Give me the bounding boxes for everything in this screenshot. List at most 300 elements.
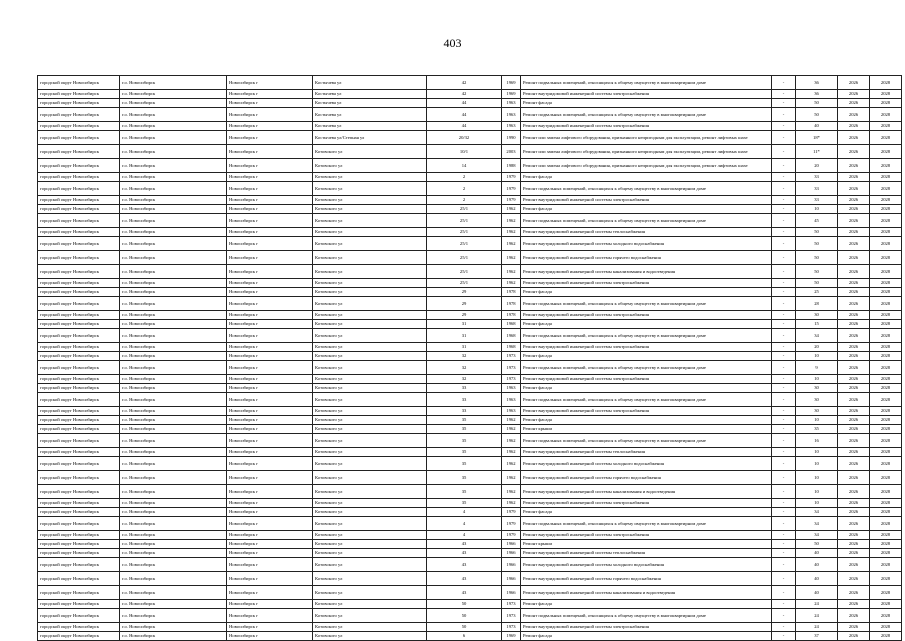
settlement-cell: г.о. Новосибирск <box>120 623 227 632</box>
work-type-cell: Ремонт подвальных помещений, относящихся к общему имуществу в многоквартирном доме <box>521 214 772 228</box>
start-year-cell: 2026 <box>838 99 870 108</box>
dash-cell: - <box>772 288 796 297</box>
start-year-cell: 2026 <box>838 196 870 205</box>
table-row <box>38 76 902 90</box>
house-number-cell: 25/1 <box>427 265 502 279</box>
year-built-cell: 1990 <box>502 131 521 145</box>
value-cell: 18* <box>796 131 838 145</box>
end-year-cell: 2028 <box>870 407 902 416</box>
municipality-cell: городской округ Новосибирск <box>38 352 120 361</box>
dash-cell: - <box>772 517 796 531</box>
city-cell: Новосибирск г <box>227 384 313 393</box>
settlement-cell: г.о. Новосибирск <box>120 572 227 586</box>
settlement-cell: г.о. Новосибирск <box>120 108 227 122</box>
municipality-cell: городской округ Новосибирск <box>38 90 120 99</box>
start-year-cell: 2026 <box>838 416 870 425</box>
settlement-cell: г.о. Новосибирск <box>120 251 227 265</box>
city-cell: Новосибирск г <box>227 288 313 297</box>
end-year-cell: 2028 <box>870 558 902 572</box>
municipality-cell: городской округ Новосибирск <box>38 558 120 572</box>
settlement-cell: г.о. Новосибирск <box>120 297 227 311</box>
table-row <box>38 632 902 641</box>
dash-cell: - <box>772 600 796 609</box>
city-cell: Новосибирск г <box>227 90 313 99</box>
table-row <box>38 572 902 586</box>
table-row <box>38 508 902 517</box>
year-built-cell: 1978 <box>502 288 521 297</box>
value-cell: 40 <box>796 122 838 131</box>
settlement-cell: г.о. Новосибирск <box>120 159 227 173</box>
start-year-cell: 2026 <box>838 384 870 393</box>
work-type-cell: Ремонт внутридомовой инженерной системы электроснабжения <box>521 90 772 99</box>
dash-cell: - <box>772 375 796 384</box>
year-built-cell: 1962 <box>502 205 521 214</box>
street-cell: Котовского ул <box>313 288 427 297</box>
value-cell: 50 <box>796 237 838 251</box>
value-cell: 10 <box>796 448 838 457</box>
municipality-cell: городской округ Новосибирск <box>38 76 120 90</box>
city-cell: Новосибирск г <box>227 279 313 288</box>
work-type-cell: Ремонт фасада <box>521 632 772 641</box>
settlement-cell: г.о. Новосибирск <box>120 393 227 407</box>
year-built-cell: 1962 <box>502 448 521 457</box>
table-row <box>38 586 902 600</box>
dash-cell: - <box>772 393 796 407</box>
end-year-cell: 2028 <box>870 279 902 288</box>
table-row <box>38 159 902 173</box>
value-cell: 50 <box>796 279 838 288</box>
page-number: 403 <box>443 36 462 50</box>
work-type-cell: Ремонт подвальных помещений, относящихся к общему имуществу в многоквартирном доме <box>521 108 772 122</box>
dash-cell: - <box>772 361 796 375</box>
year-built-cell: 1962 <box>502 434 521 448</box>
year-built-cell: 1979 <box>502 531 521 540</box>
municipality-cell: городской округ Новосибирск <box>38 375 120 384</box>
street-cell: Котовского ул <box>313 416 427 425</box>
settlement-cell: г.о. Новосибирск <box>120 99 227 108</box>
settlement-cell: г.о. Новосибирск <box>120 632 227 641</box>
year-built-cell: 2003 <box>502 145 521 159</box>
municipality-cell: городской округ Новосибирск <box>38 329 120 343</box>
house-number-cell: 43 <box>427 558 502 572</box>
work-type-cell: Ремонт подвальных помещений, относящихся к общему имуществу в многоквартирном доме <box>521 393 772 407</box>
year-built-cell: 1973 <box>502 375 521 384</box>
work-type-cell: Ремонт фасада <box>521 173 772 182</box>
value-cell: 33 <box>796 196 838 205</box>
house-number-cell: 25/1 <box>427 237 502 251</box>
start-year-cell: 2026 <box>838 329 870 343</box>
start-year-cell: 2026 <box>838 265 870 279</box>
work-type-cell: Ремонт фасада <box>521 205 772 214</box>
city-cell: Новосибирск г <box>227 572 313 586</box>
table-row <box>38 343 902 352</box>
street-cell: Костычева ул <box>313 76 427 90</box>
street-cell: Котовского ул <box>313 457 427 471</box>
start-year-cell: 2026 <box>838 182 870 196</box>
street-cell: Котовского ул <box>313 228 427 237</box>
house-number-cell: 44 <box>427 108 502 122</box>
city-cell: Новосибирск г <box>227 540 313 549</box>
year-built-cell: 1968 <box>502 343 521 352</box>
work-type-cell: Ремонт фасада <box>521 384 772 393</box>
municipality-cell: городской округ Новосибирск <box>38 384 120 393</box>
settlement-cell: г.о. Новосибирск <box>120 558 227 572</box>
dash-cell: - <box>772 297 796 311</box>
year-built-cell: 1973 <box>502 623 521 632</box>
municipality-cell: городской округ Новосибирск <box>38 228 120 237</box>
street-cell: Котовского ул <box>313 384 427 393</box>
dash-cell: - <box>772 205 796 214</box>
house-number-cell: 2 <box>427 173 502 182</box>
dash-cell: - <box>772 457 796 471</box>
end-year-cell: 2028 <box>870 393 902 407</box>
value-cell: 24 <box>796 609 838 623</box>
value-cell: 40 <box>796 558 838 572</box>
end-year-cell: 2028 <box>870 122 902 131</box>
municipality-cell: городской округ Новосибирск <box>38 416 120 425</box>
value-cell: 10 <box>796 457 838 471</box>
dash-cell: - <box>772 572 796 586</box>
street-cell: Котовского ул <box>313 311 427 320</box>
settlement-cell: г.о. Новосибирск <box>120 196 227 205</box>
value-cell: 36 <box>796 90 838 99</box>
city-cell: Новосибирск г <box>227 457 313 471</box>
value-cell: 37 <box>796 632 838 641</box>
year-built-cell: 1962 <box>502 228 521 237</box>
dash-cell: - <box>772 90 796 99</box>
end-year-cell: 2028 <box>870 297 902 311</box>
year-built-cell: 1962 <box>502 237 521 251</box>
municipality-cell: городской округ Новосибирск <box>38 108 120 122</box>
settlement-cell: г.о. Новосибирск <box>120 76 227 90</box>
table-row <box>38 122 902 131</box>
settlement-cell: г.о. Новосибирск <box>120 352 227 361</box>
municipality-cell: городской округ Новосибирск <box>38 434 120 448</box>
dash-cell: - <box>772 540 796 549</box>
city-cell: Новосибирск г <box>227 159 313 173</box>
value-cell: 34 <box>796 329 838 343</box>
end-year-cell: 2028 <box>870 108 902 122</box>
street-cell: Котовского ул <box>313 196 427 205</box>
start-year-cell: 2026 <box>838 632 870 641</box>
start-year-cell: 2026 <box>838 237 870 251</box>
settlement-cell: г.о. Новосибирск <box>120 173 227 182</box>
settlement-cell: г.о. Новосибирск <box>120 361 227 375</box>
work-type-cell: Ремонт или замена лифтового оборудования, признанного непригодным для эксплуатации, ремонт лифтовых шахт <box>521 131 772 145</box>
end-year-cell: 2028 <box>870 448 902 457</box>
municipality-cell: городской округ Новосибирск <box>38 448 120 457</box>
city-cell: Новосибирск г <box>227 416 313 425</box>
city-cell: Новосибирск г <box>227 265 313 279</box>
city-cell: Новосибирск г <box>227 517 313 531</box>
work-type-cell: Ремонт подвальных помещений, относящихся к общему имуществу в многоквартирном доме <box>521 297 772 311</box>
house-number-cell: 31 <box>427 329 502 343</box>
house-number-cell: 4 <box>427 531 502 540</box>
work-type-cell: Ремонт подвальных помещений, относящихся к общему имуществу в многоквартирном доме <box>521 609 772 623</box>
city-cell: Новосибирск г <box>227 343 313 352</box>
municipality-cell: городской округ Новосибирск <box>38 320 120 329</box>
table-row <box>38 228 902 237</box>
house-number-cell: 29 <box>427 288 502 297</box>
end-year-cell: 2028 <box>870 549 902 558</box>
table-row <box>38 549 902 558</box>
settlement-cell: г.о. Новосибирск <box>120 384 227 393</box>
dash-cell: - <box>772 251 796 265</box>
start-year-cell: 2026 <box>838 508 870 517</box>
table-row <box>38 108 902 122</box>
table-row <box>38 393 902 407</box>
municipality-cell: городской округ Новосибирск <box>38 393 120 407</box>
dash-cell: - <box>772 448 796 457</box>
repair-plan-table <box>37 75 902 641</box>
value-cell: 25 <box>796 288 838 297</box>
value-cell: 50 <box>796 228 838 237</box>
dash-cell: - <box>772 384 796 393</box>
municipality-cell: городской округ Новосибирск <box>38 586 120 600</box>
table-row <box>38 182 902 196</box>
year-built-cell: 1962 <box>502 279 521 288</box>
value-cell: 10 <box>796 205 838 214</box>
value-cell: 33 <box>796 173 838 182</box>
value-cell: 28 <box>796 297 838 311</box>
table-row <box>38 375 902 384</box>
municipality-cell: городской округ Новосибирск <box>38 214 120 228</box>
table-row <box>38 457 902 471</box>
end-year-cell: 2028 <box>870 586 902 600</box>
end-year-cell: 2028 <box>870 288 902 297</box>
street-cell: Котовского ул <box>313 320 427 329</box>
dash-cell: - <box>772 407 796 416</box>
house-number-cell: 44 <box>427 99 502 108</box>
house-number-cell: 6 <box>427 632 502 641</box>
end-year-cell: 2028 <box>870 531 902 540</box>
work-type-cell: Ремонт внутридомовой инженерной системы электроснабжения <box>521 375 772 384</box>
table-row <box>38 237 902 251</box>
value-cell: 45 <box>796 214 838 228</box>
work-type-cell: Ремонт внутридомовой инженерной системы электроснабжения <box>521 343 772 352</box>
year-built-cell: 1988 <box>502 159 521 173</box>
municipality-cell: городской округ Новосибирск <box>38 122 120 131</box>
street-cell: Котовского ул <box>313 297 427 311</box>
table-row <box>38 288 902 297</box>
house-number-cell: 42 <box>427 90 502 99</box>
end-year-cell: 2028 <box>870 76 902 90</box>
municipality-cell: городской округ Новосибирск <box>38 182 120 196</box>
city-cell: Новосибирск г <box>227 425 313 434</box>
table-row <box>38 311 902 320</box>
year-built-cell: 1962 <box>502 425 521 434</box>
settlement-cell: г.о. Новосибирск <box>120 549 227 558</box>
end-year-cell: 2028 <box>870 375 902 384</box>
settlement-cell: г.о. Новосибирск <box>120 448 227 457</box>
city-cell: Новосибирск г <box>227 237 313 251</box>
value-cell: 30 <box>796 407 838 416</box>
house-number-cell: 43 <box>427 572 502 586</box>
start-year-cell: 2026 <box>838 173 870 182</box>
work-type-cell: Ремонт подвальных помещений, относящихся к общему имуществу в многоквартирном доме <box>521 182 772 196</box>
work-type-cell: Ремонт или замена лифтового оборудования, признанного непригодным для эксплуатации, ремонт лифтовых шахт <box>521 145 772 159</box>
house-number-cell: 2 <box>427 196 502 205</box>
end-year-cell: 2028 <box>870 425 902 434</box>
city-cell: Новосибирск г <box>227 361 313 375</box>
house-number-cell: 14 <box>427 159 502 173</box>
start-year-cell: 2026 <box>838 311 870 320</box>
end-year-cell: 2028 <box>870 485 902 499</box>
work-type-cell: Ремонт фасада <box>521 416 772 425</box>
table-row <box>38 485 902 499</box>
dash-cell: - <box>772 159 796 173</box>
street-cell: Котовского ул <box>313 558 427 572</box>
value-cell: 15 <box>796 320 838 329</box>
table-row <box>38 131 902 145</box>
year-built-cell: 1968 <box>502 320 521 329</box>
start-year-cell: 2026 <box>838 297 870 311</box>
year-built-cell: 1962 <box>502 416 521 425</box>
settlement-cell: г.о. Новосибирск <box>120 517 227 531</box>
value-cell: 33 <box>796 182 838 196</box>
street-cell: Котовского ул <box>313 499 427 508</box>
work-type-cell: Ремонт фасада <box>521 352 772 361</box>
work-type-cell: Ремонт внутридомовой инженерной системы электроснабжения <box>521 311 772 320</box>
work-type-cell: Ремонт фасада <box>521 508 772 517</box>
work-type-cell: Ремонт крыши <box>521 425 772 434</box>
end-year-cell: 2028 <box>870 182 902 196</box>
city-cell: Новосибирск г <box>227 485 313 499</box>
street-cell: Котовского ул <box>313 600 427 609</box>
year-built-cell: 1979 <box>502 196 521 205</box>
house-number-cell: 35 <box>427 485 502 499</box>
work-type-cell: Ремонт внутридомовой инженерной системы электроснабжения <box>521 407 772 416</box>
street-cell: Котовского ул <box>313 531 427 540</box>
work-type-cell: Ремонт фасада <box>521 99 772 108</box>
settlement-cell: г.о. Новосибирск <box>120 407 227 416</box>
table-row <box>38 173 902 182</box>
end-year-cell: 2028 <box>870 416 902 425</box>
city-cell: Новосибирск г <box>227 600 313 609</box>
dash-cell: - <box>772 425 796 434</box>
dash-cell: - <box>772 122 796 131</box>
table-row <box>38 623 902 632</box>
year-built-cell: 1968 <box>502 329 521 343</box>
dash-cell: - <box>772 471 796 485</box>
year-built-cell: 1978 <box>502 311 521 320</box>
city-cell: Новосибирск г <box>227 558 313 572</box>
end-year-cell: 2028 <box>870 173 902 182</box>
year-built-cell: 1979 <box>502 173 521 182</box>
settlement-cell: г.о. Новосибирск <box>120 329 227 343</box>
value-cell: 30 <box>796 311 838 320</box>
table-row <box>38 329 902 343</box>
municipality-cell: городской округ Новосибирск <box>38 288 120 297</box>
house-number-cell: 25/1 <box>427 279 502 288</box>
end-year-cell: 2028 <box>870 508 902 517</box>
municipality-cell: городской округ Новосибирск <box>38 131 120 145</box>
house-number-cell: 33 <box>427 393 502 407</box>
table-row <box>38 407 902 416</box>
start-year-cell: 2026 <box>838 586 870 600</box>
year-built-cell: 1969 <box>502 76 521 90</box>
start-year-cell: 2026 <box>838 457 870 471</box>
year-built-cell: 1962 <box>502 499 521 508</box>
table-row <box>38 361 902 375</box>
start-year-cell: 2026 <box>838 131 870 145</box>
city-cell: Новосибирск г <box>227 108 313 122</box>
municipality-cell: городской округ Новосибирск <box>38 407 120 416</box>
city-cell: Новосибирск г <box>227 434 313 448</box>
city-cell: Новосибирск г <box>227 145 313 159</box>
municipality-cell: городской округ Новосибирск <box>38 540 120 549</box>
work-type-cell: Ремонт внутридомовой инженерной системы горячего водоснабжения <box>521 251 772 265</box>
dash-cell: - <box>772 311 796 320</box>
work-type-cell: Ремонт внутридомовой инженерной системы канализования и водоотведения <box>521 586 772 600</box>
start-year-cell: 2026 <box>838 159 870 173</box>
start-year-cell: 2026 <box>838 375 870 384</box>
year-built-cell: 1962 <box>502 471 521 485</box>
start-year-cell: 2026 <box>838 485 870 499</box>
start-year-cell: 2026 <box>838 352 870 361</box>
street-cell: Котовского ул <box>313 145 427 159</box>
house-number-cell: 29 <box>427 311 502 320</box>
end-year-cell: 2028 <box>870 343 902 352</box>
start-year-cell: 2026 <box>838 540 870 549</box>
city-cell: Новосибирск г <box>227 393 313 407</box>
dash-cell: - <box>772 485 796 499</box>
start-year-cell: 2026 <box>838 499 870 508</box>
house-number-cell: 35 <box>427 499 502 508</box>
dash-cell: - <box>772 228 796 237</box>
settlement-cell: г.о. Новосибирск <box>120 279 227 288</box>
settlement-cell: г.о. Новосибирск <box>120 343 227 352</box>
municipality-cell: городской округ Новосибирск <box>38 237 120 251</box>
street-cell: Котовского ул <box>313 609 427 623</box>
house-number-cell: 35 <box>427 457 502 471</box>
street-cell: Котовского ул <box>313 434 427 448</box>
year-built-cell: 1962 <box>502 265 521 279</box>
work-type-cell: Ремонт внутридомовой инженерной системы электроснабжения <box>521 531 772 540</box>
municipality-cell: городской округ Новосибирск <box>38 609 120 623</box>
street-cell: Котовского ул <box>313 623 427 632</box>
start-year-cell: 2026 <box>838 517 870 531</box>
start-year-cell: 2026 <box>838 471 870 485</box>
dash-cell: - <box>772 108 796 122</box>
year-built-cell: 1966 <box>502 572 521 586</box>
table-row <box>38 609 902 623</box>
work-type-cell: Ремонт внутридомовой инженерной системы холодного водоснабжения <box>521 237 772 251</box>
value-cell: 10 <box>796 471 838 485</box>
street-cell: Котовского ул <box>313 182 427 196</box>
value-cell: 50 <box>796 99 838 108</box>
value-cell: 16 <box>796 434 838 448</box>
start-year-cell: 2026 <box>838 279 870 288</box>
house-number-cell: 29 <box>427 297 502 311</box>
start-year-cell: 2026 <box>838 558 870 572</box>
year-built-cell: 1966 <box>502 540 521 549</box>
end-year-cell: 2028 <box>870 205 902 214</box>
table-row <box>38 352 902 361</box>
value-cell: 10 <box>796 352 838 361</box>
end-year-cell: 2028 <box>870 471 902 485</box>
value-cell: 36 <box>796 76 838 90</box>
house-number-cell: 35 <box>427 425 502 434</box>
table-row <box>38 205 902 214</box>
dash-cell: - <box>772 279 796 288</box>
municipality-cell: городской округ Новосибирск <box>38 471 120 485</box>
municipality-cell: городской округ Новосибирск <box>38 99 120 108</box>
table-row <box>38 558 902 572</box>
settlement-cell: г.о. Новосибирск <box>120 311 227 320</box>
settlement-cell: г.о. Новосибирск <box>120 122 227 131</box>
year-built-cell: 1966 <box>502 558 521 572</box>
